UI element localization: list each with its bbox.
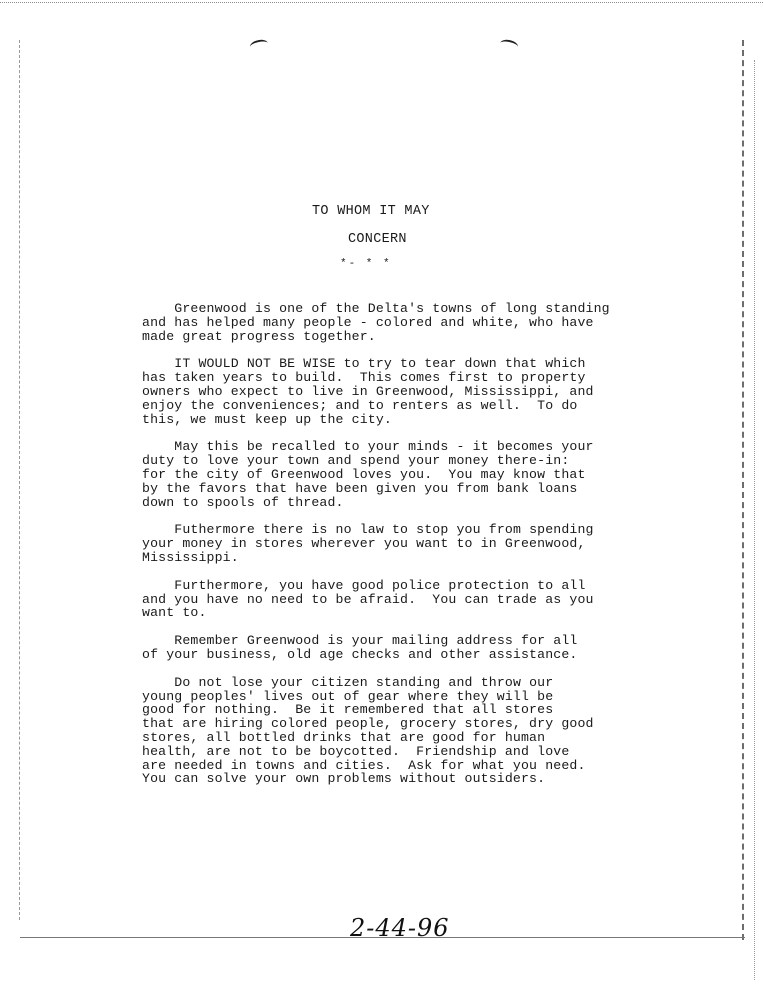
handwritten-file-number: 2-44-96 [350, 914, 450, 942]
scan-edge-top [0, 2, 763, 3]
scan-edge-right-outer [754, 60, 755, 980]
document-title-line-2: CONCERN [348, 232, 407, 247]
scan-edge-right [742, 40, 744, 940]
bottom-rule [20, 937, 745, 938]
binding-mark-left [249, 38, 269, 52]
title-ornament: *- * * [340, 258, 392, 270]
paragraph: Greenwood is one of the Delta's towns of long standing and has helped many people - colored and white, who have made great progress together. [142, 301, 610, 344]
paragraph: Do not lose your citizen standing and throw our young peoples' lives out of gear where they will be good for nothing. Be it remembered that all stores that are hiring colored people, grocery stores, dry good stores, all bottled drinks that are good for human health, are not to be boycotted. Friendship and love are needed in towns and cities. Ask for what you need. You can solve your own problems without outsiders. [142, 674, 594, 787]
letter-body [142, 302, 662, 800]
scan-edge-left [19, 40, 20, 920]
paragraph: Futhermore there is no law to stop you from spending your money in stores wherever you want to in Greenwood, Mississippi. [142, 522, 594, 565]
paragraph: Remember Greenwood is your mailing address for all of your business, old age checks and other assistance. [142, 633, 578, 662]
document-title-line-1: TO WHOM IT MAY [312, 204, 430, 219]
paragraph: Furthermore, you have good police protection to all and you have no need to be afraid. You can trade as you want to. [142, 577, 594, 621]
paragraph: IT WOULD NOT BE WISE to try to tear down that which has taken years to build. This comes first to property owners who expect to live in Greenwood, Mississippi, and enjoy the conveniences; and to renters as well. To do this, we must keep up the city. [142, 356, 594, 427]
paragraph: May this be recalled to your minds - it becomes your duty to love your town and spend your money there-in: for the city of Greenwood loves you. You may know that by the favors that have been given you from bank loans down to spools of thread. [142, 439, 594, 510]
binding-mark-right [499, 38, 519, 52]
